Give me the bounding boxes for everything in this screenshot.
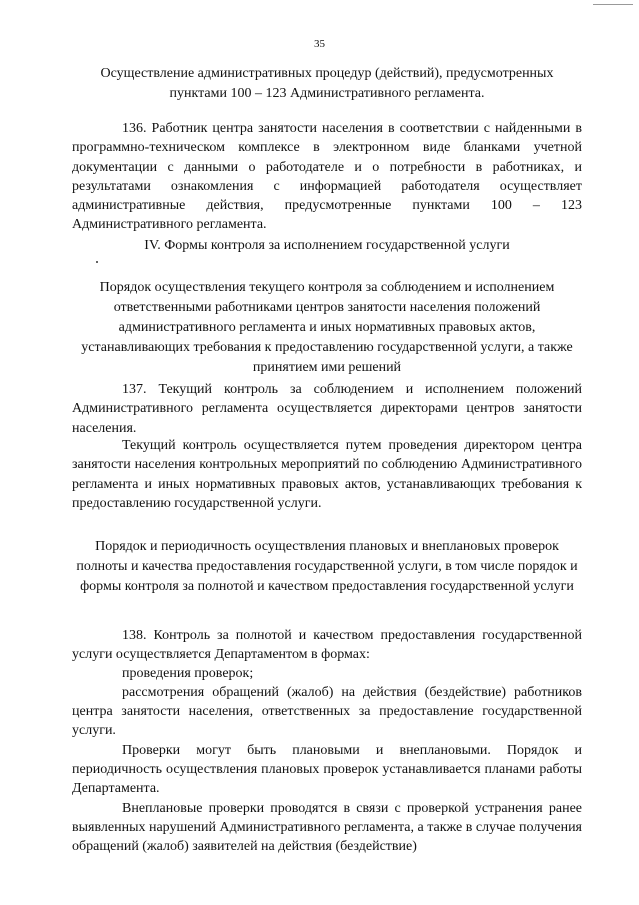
paragraph-136: 136. Работник центра занятости населения в соответствии с найденными в программно-техническом комплексе в электронном виде бланками учетной документации с данными о работодателе и о потребности в работниках, и результатами ознакомления с информацией работодателя осуществляет административные действия, предусмотренные пунктами 100 – 123 Административного регламента. [72, 121, 582, 233]
section-heading-procedures: Осуществление административных процедур (действий), предусмотренных пунктами 100 – 123 Административного регламента. [100, 66, 554, 101]
section-heading-inspections: Порядок и периодичность осуществления плановых и внеплановых проверок полноты и качества предоставления государственной услуги, в том числе порядок и формы контроля за полнотой и качеством предоставления государственной услуги [76, 539, 578, 594]
paragraph-138-intro: 138. Контроль за полнотой и качеством предоставления государственной услуги осуществляется Департаментом в формах: [72, 628, 582, 662]
paragraph-138-unplanned: Внеплановые проверки проводятся в связи с проверкой устранения ранее выявленных нарушений Административного регламента, а также в случае получения обращений (жалоб) заявителей на действия (бездействие) [72, 801, 582, 854]
page-number: 35 [314, 38, 325, 50]
section-heading-current-control: Порядок осуществления текущего контроля за соблюдением и исполнением ответственными работниками центров занятости населения положений административного регламента и иных нормативных правовых актов, устанавливающих требования к предоставлению государственной услуги, а также принятием ими решений [81, 280, 573, 375]
paragraph-137-first: 137. Текущий контроль за соблюдением и исполнением положений Административного регламента осуществляется директорами центров занятости населения. [72, 382, 582, 436]
paragraph-138-item-complaints: рассмотрения обращений (жалоб) на действия (бездействие) работников центра занятости населения, ответственных за предоставление государственной услуги. [72, 685, 582, 738]
paragraph-137-second: Текущий контроль осуществляется путем проведения директором центра занятости населения контрольных мероприятий по соблюдению Административного регламента и иных нормативных правовых актов, устанавливающих требования к предоставлению государственной услуги. [72, 438, 582, 511]
paragraph-138-planned: Проверки могут быть плановыми и внеплановыми. Порядок и периодичность осуществления плановых проверок устанавливается планами работы Департамента. [72, 743, 582, 796]
chapter-heading-iv: IV. Формы контроля за исполнением государственной услуги [144, 238, 510, 253]
scan-mark [593, 4, 633, 5]
scan-speck [96, 261, 98, 263]
paragraph-138-item-inspections: проведения проверок; [122, 666, 254, 681]
